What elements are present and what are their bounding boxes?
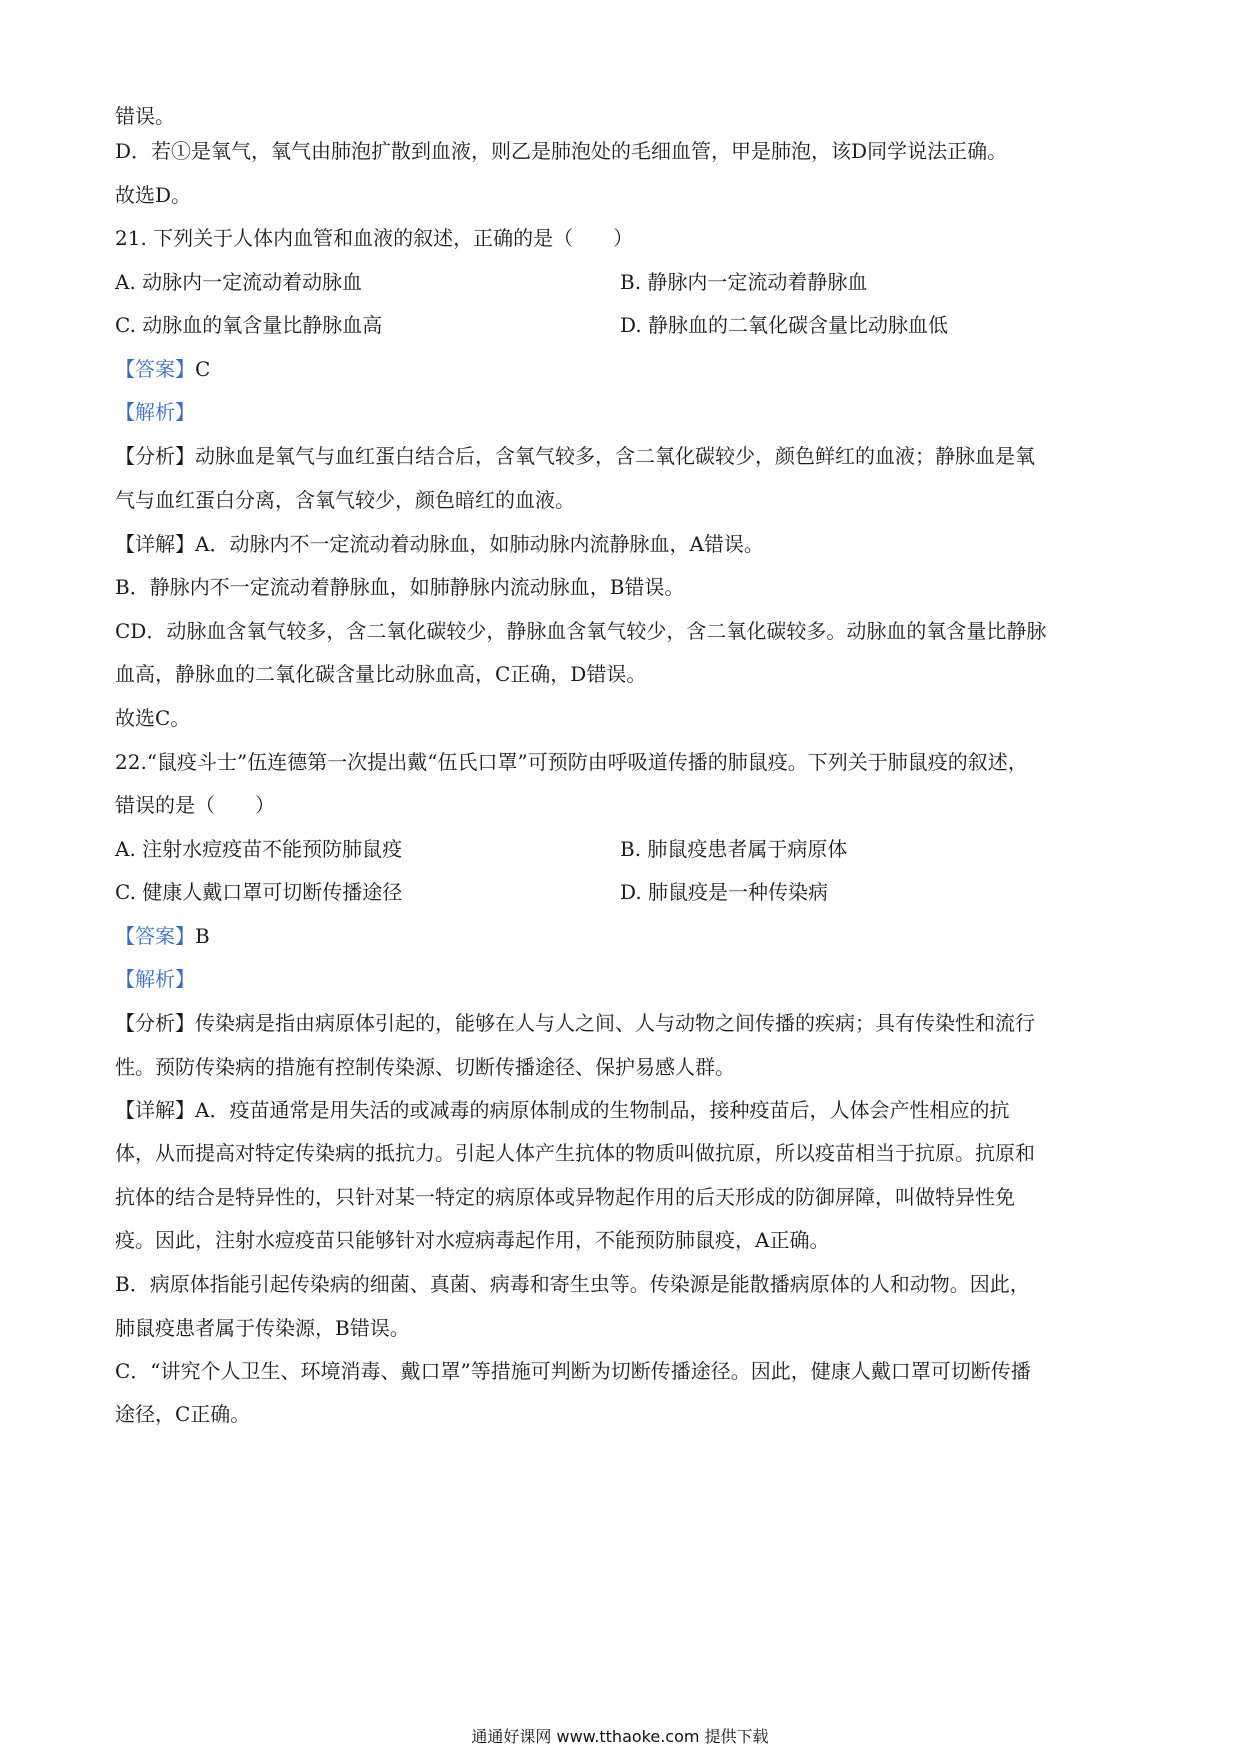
prev-option-d-explanation: D．若①是氧气，氧气由肺泡扩散到血液，则乙是肺泡处的毛细血管，甲是肺泡，该D同学说法正确。: [115, 139, 1008, 163]
fenxi-text: 传染病是指由病原体引起的，能够在人与人之间、人与动物之间传播的疾病；具有传染性和流行: [195, 1011, 1035, 1035]
fenxi-tag: 【分析】: [115, 1011, 195, 1035]
q21-xiangjie-a: [115, 530, 764, 558]
q22-answer: [115, 922, 210, 950]
q22-option-a: A. 注射水痘疫苗不能预防肺鼠疫: [115, 837, 403, 861]
fenxi-tag: 【分析】: [115, 444, 195, 468]
q21-xiangjie-b: B．静脉内不一定流动着静脉血，如肺静脉内流动脉血，B错误。: [115, 575, 685, 599]
answer-value: B: [195, 924, 210, 948]
xiangjie-text: A．动脉内不一定流动着动脉血，如肺动脉内流静脉血，A错误。: [195, 532, 764, 556]
q21-stem: 21. 下列关于人体内血管和血液的叙述，正确的是（ ）: [115, 226, 634, 250]
q21-analysis-heading: [115, 398, 195, 426]
q22-xiangjie-c-1: C．“讲究个人卫生、环境消毒、戴口罩”等措施可判断为切断传播途径。因此，健康人戴口罩可切断传播: [115, 1359, 1031, 1383]
q22-fenxi-line-1: [115, 1009, 1035, 1037]
q22-fenxi-line-2: 性。预防传染病的措施有控制传染源、切断传播途径、保护易感人群。: [115, 1055, 735, 1079]
q22-analysis-heading: [115, 965, 195, 993]
analysis-tag: 【解析】: [115, 400, 195, 424]
q22-stem-1: 22.“鼠疫斗士”伍连德第一次提出戴“伍氏口罩”可预防由呼吸道传播的肺鼠疫。下列关于肺鼠疫的叙述，: [115, 750, 1028, 774]
page-footer: 通通好课网 www.tthaoke.com 提供下载: [471, 1727, 769, 1746]
q21-fenxi-line-1: [115, 442, 1035, 470]
q22-stem-2: 错误的是（ ）: [115, 793, 275, 817]
q22-option-c: C. 健康人戴口罩可切断传播途径: [115, 880, 403, 904]
xiangjie-tag: 【详解】: [115, 1098, 195, 1122]
q21-option-c: C. 动脉血的氧含量比静脉血高: [115, 313, 383, 337]
xiangjie-tag: 【详解】: [115, 532, 195, 556]
answer-tag: 【答案】: [115, 357, 195, 381]
q21-answer: [115, 355, 210, 383]
answer-value: C: [195, 357, 211, 381]
q22-xiangjie-a-1: [115, 1096, 1009, 1124]
q22-xiangjie-b-1: B．病原体指能引起传染病的细菌、真菌、病毒和寄生虫等。传染源是能散播病原体的人和动物。因此，: [115, 1272, 1030, 1296]
q21-option-d: D. 静脉血的二氧化碳含量比动脉血低: [620, 313, 949, 337]
analysis-tag: 【解析】: [115, 967, 195, 991]
fenxi-text: 动脉血是氧气与血红蛋白结合后，含氧气较多，含二氧化碳较少，颜色鲜红的血液；静脉血是氧: [195, 444, 1035, 468]
q21-option-a: A. 动脉内一定流动着动脉血: [115, 270, 363, 294]
q21-option-b: B. 静脉内一定流动着静脉血: [620, 270, 868, 294]
xiangjie-text: A．疫苗通常是用失活的或减毒的病原体制成的生物制品，接种疫苗后，人体会产性相应的抗: [195, 1098, 1010, 1122]
q22-option-b: B. 肺鼠疫患者属于病原体: [620, 837, 848, 861]
q21-xiangjie-cd-1: CD．动脉血含氧气较多，含二氧化碳较少，静脉血含氧气较少，含二氧化碳较多。动脉血的氧含量比静脉: [115, 619, 1047, 643]
q22-xiangjie-a-2: 体，从而提高对特定传染病的抵抗力。引起人体产生抗体的物质叫做抗原，所以疫苗相当于抗原。抗原和: [115, 1141, 1035, 1165]
answer-tag: 【答案】: [115, 924, 195, 948]
q22-option-d: D. 肺鼠疫是一种传染病: [620, 880, 829, 904]
prev-continuation: 错误。: [115, 104, 175, 128]
q22-xiangjie-a-3: 抗体的结合是特异性的，只针对某一特定的病原体或异物起作用的后天形成的防御屏障，叫做特异性免: [115, 1185, 1015, 1209]
q21-selection: 故选C。: [115, 706, 191, 730]
q22-xiangjie-a-4: 疫。因此，注射水痘疫苗只能够针对水痘病毒起作用，不能预防肺鼠疫，A正确。: [115, 1228, 830, 1252]
q22-xiangjie-b-2: 肺鼠疫患者属于传染源，B错误。: [115, 1316, 410, 1340]
q21-fenxi-line-2: 气与血红蛋白分离，含氧气较少，颜色暗红的血液。: [115, 488, 575, 512]
q22-xiangjie-c-2: 途径，C正确。: [115, 1402, 251, 1426]
prev-selection: 故选D。: [115, 183, 192, 207]
q21-xiangjie-cd-2: 血高，静脉血的二氧化碳含量比动脉血高，C正确，D错误。: [115, 662, 647, 686]
